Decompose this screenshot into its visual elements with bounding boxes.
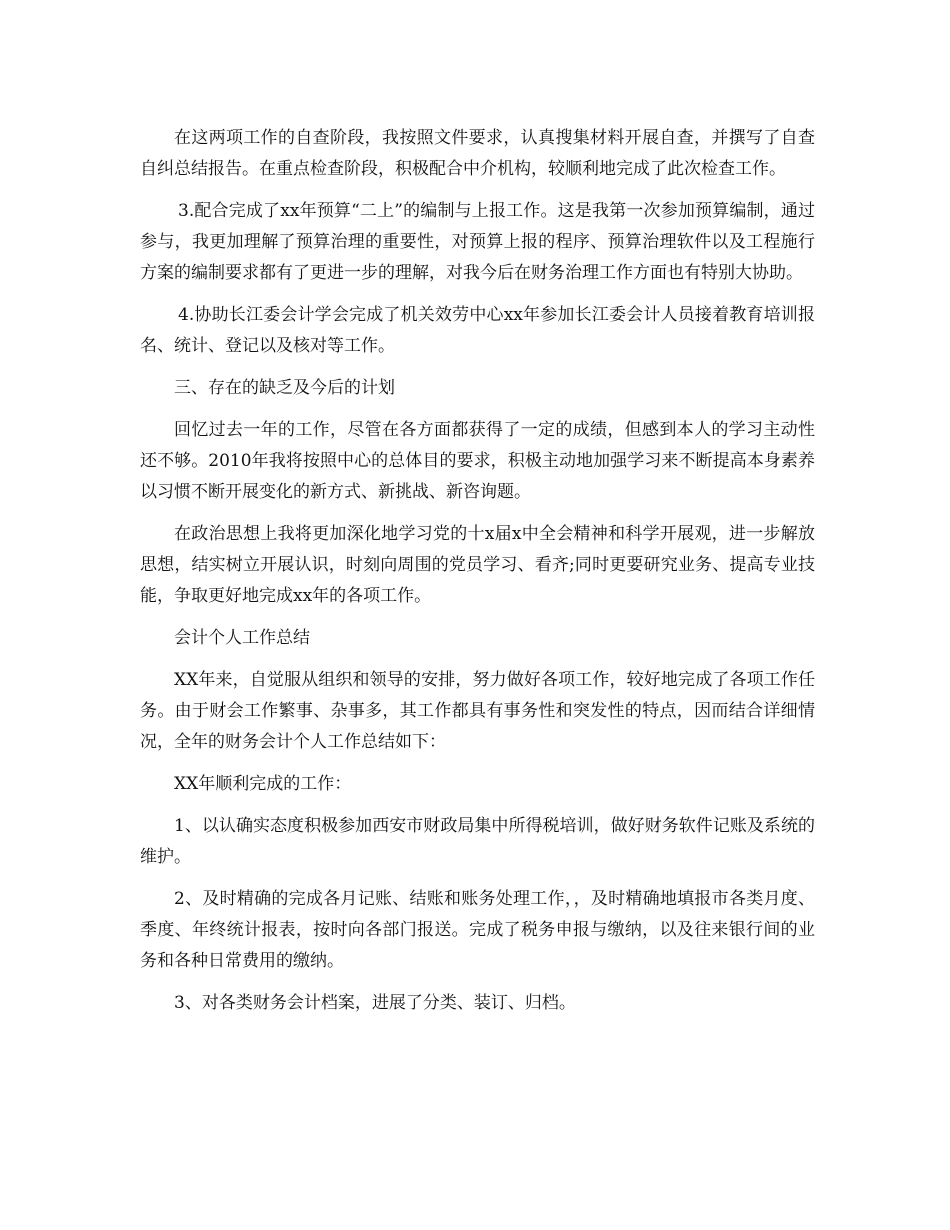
list-item-1: 1、以认确实态度积极参加西安市财政局集中所得税培训，做好财务软件记账及系统的维护。: [140, 816, 815, 867]
paragraph-self-check: 在这两项工作的自查阶段，我按照文件要求，认真搜集材料开展自查，并撰写了自查自纠总结报告。在重点检查阶段，积极配合中介机构，较顺利地完成了此次检查工作。: [140, 128, 815, 179]
paragraph-political-thought: 在政治思想上我将更加深化地学习党的十x届x中全会精神和科学开展观，进一步解放思想，结实树立开展认识，时刻向周围的党员学习、看齐;同时更要研究业务、提高专业技能，争取更好地完成xx年的各项工作。: [140, 524, 815, 606]
section-heading-shortcomings: 三、存在的缺乏及今后的计划: [174, 378, 395, 398]
paragraph-completed-work: XX年顺利完成的工作：: [174, 774, 352, 794]
paragraph-year-overview: XX年来，自觉服从组织和领导的安排，努力做好各项工作，较好地完成了各项工作任务。由于财会工作繁事、杂事多，其工作都具有事务性和突发性的特点，因而结合详细情况，全年的财务会计个人工作总结如下：: [140, 670, 815, 752]
document-body: [140, 123, 815, 1030]
paragraph-review: 回忆过去一年的工作，尽管在各方面都获得了一定的成绩，但感到本人的学习主动性还不够。2010年我将按照中心的总体目的要求，积极主动地加强学习来不断提高本身素养以习惯不断开展变化的新方式、新挑战、新咨询题。: [140, 420, 815, 502]
paragraph-item-4-training: 4.协助长江委会计学会完成了机关效劳中心xx年参加长江委会计人员接着教育培训报名、统计、登记以及核对等工作。: [140, 305, 815, 356]
paragraph-item-3-budget: 3.配合完成了xx年预算“二上”的编制与上报工作。这是我第一次参加预算编制，通过参与，我更加理解了预算治理的重要性，对预算上报的程序、预算治理软件以及工程施行方案的编制要求都有了更进一步的理解，对我今后在财务治理工作方面也有特别大协助。: [140, 201, 815, 283]
list-item-2: 2、及时精确的完成各月记账、结账和账务处理工作，，及时精确地填报市各类月度、季度、年终统计报表，按时向各部门报送。完成了税务申报与缴纳，以及往来银行间的业务和各种日常费用的缴纳。: [140, 889, 815, 971]
list-item-3: 3、对各类财务会计档案，进展了分类、装订、归档。: [174, 993, 576, 1013]
section-heading-summary: 会计个人工作总结: [174, 628, 310, 648]
